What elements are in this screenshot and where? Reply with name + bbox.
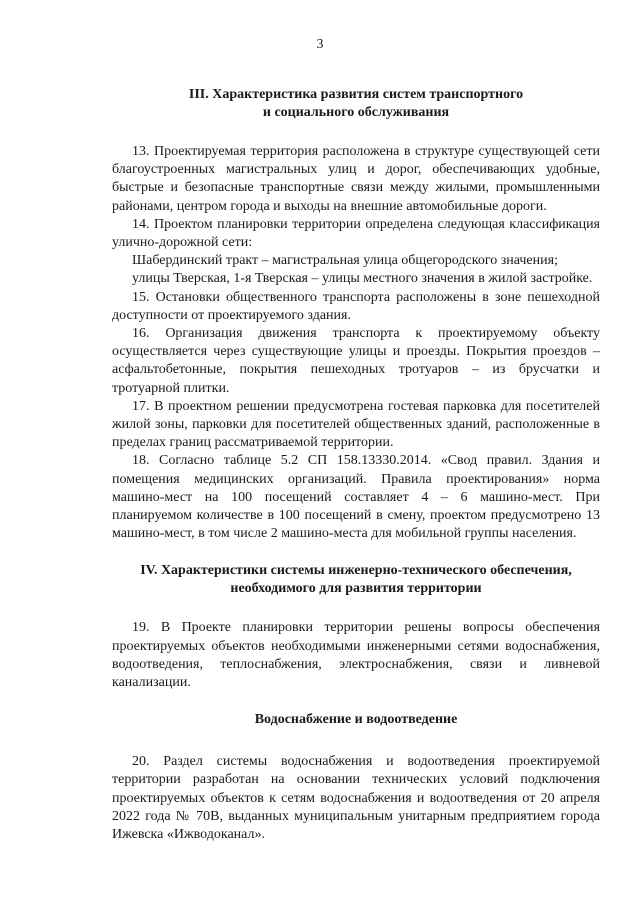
section-4-heading-line-2: необходимого для развития территории xyxy=(230,581,482,597)
section-3-heading-line-1: III. Характеристика развития систем транспортного xyxy=(188,87,524,102)
paragraph-13: 13. Проектируемая территория расположена в структуре существующей сети благоустроенных магистральных улиц и дорог, обеспечивающих удобные, быстрые и безопасные транспортные связи между жилыми, промышленными районами, центром города и выходы на внешние автомобильные дороги. xyxy=(112,144,600,214)
paragraph-20: 20. Раздел системы водоснабжения и водоотведения проектируемой территории разработан на основании технических условий подключения проектируемых объектов к сетям водоснабжения и водоотведения от 20 апреля 2022 года № 70В, выданных муниципальным унитарным предприятием города Ижевска «Ижводоканал». xyxy=(112,754,600,843)
section-4-heading xyxy=(112,562,600,598)
paragraph-17: 17. В проектном решении предусмотрена гостевая парковка для посетителей жилой зоны, парковки для посетителей общественных зданий, расположенные в пределах границ рассматриваемой территории. xyxy=(112,398,600,451)
paragraph-16: 16. Организация движения транспорта к проектируемому объекту осуществляется через существующие улицы и проезды. Покрытия проездов – асфальтобетонные, покрытия пешеходных тротуаров – из брусчатки и тротуарной плитки. xyxy=(112,326,600,396)
page-content xyxy=(112,86,600,844)
paragraph-15: 15. Остановки общественного транспорта расположены в зоне пешеходной доступности от проектируемого здания. xyxy=(112,289,600,323)
section-4-heading-line-1: IV. Характеристики системы инженерно-технического обеспечения, xyxy=(140,563,572,579)
paragraph-14: 14. Проектом планировки территории определена следующая классификация улично-дорожной сети: xyxy=(112,216,600,251)
paragraph-18: 18. Согласно таблице 5.2 СП 158.13330.2014. «Свод правил. Здания и помещения медицинских организаций. Правила проектирования» норма машино-мест на 100 посещений составляет 4 – 6 машино-мест. При планируемом количестве в 100 посещений в смену, проектом предусмотрено 13 машино-мест, в том числе 2 машино-места для мобильной группы населения. xyxy=(112,453,600,542)
section-3-heading-line-2: и социального обслуживания xyxy=(262,105,450,120)
page-number: 3 xyxy=(316,37,324,52)
water-supply-heading: Водоснабжение и водоотведение xyxy=(254,712,458,728)
section-3-heading xyxy=(112,86,600,122)
paragraph-14-item-1: Шабердинский тракт – магистральная улица общегородского значения; xyxy=(132,253,558,269)
paragraph-14-item-2: улицы Тверская, 1-я Тверская – улицы местного значения в жилой застройке. xyxy=(132,271,593,287)
paragraph-19: 19. В Проекте планировки территории решены вопросы обеспечения проектируемых объектов необходимыми инженерными сетями водоснабжения, водоотведения, теплоснабжения, электроснабжения, связи и ливневой канализации. xyxy=(112,620,600,691)
